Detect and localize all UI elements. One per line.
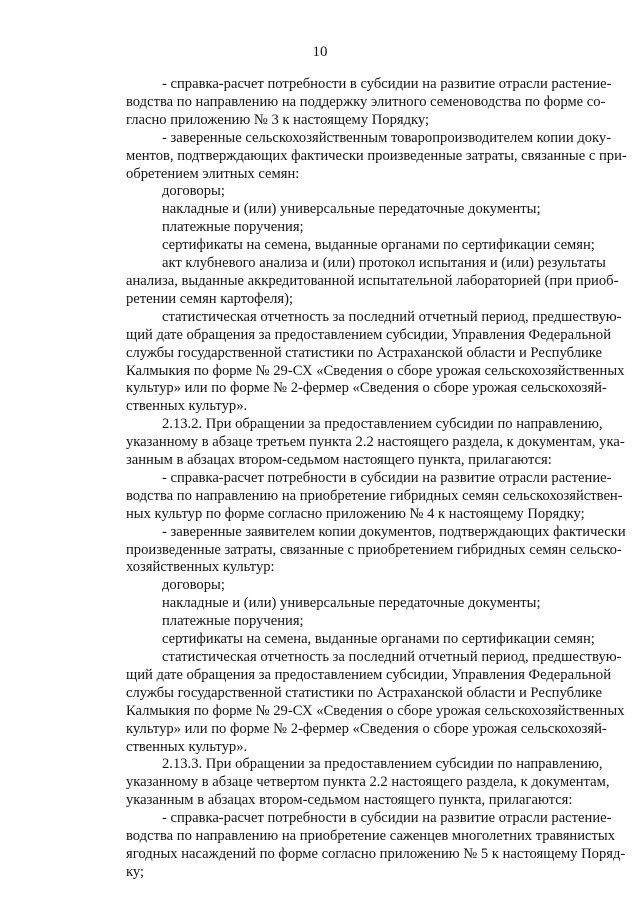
text-line: указанному в абзаце четвертом пункта 2.2 настоящего раздела, к документам, (126, 774, 610, 791)
text-line: статистическая отчетность за последний отчетный период, предшествую- (162, 649, 622, 665)
document-body (126, 76, 627, 882)
page-number: 10 (312, 44, 328, 60)
text-line: статистическая отчетность за последний отчетный период, предшествую- (162, 308, 622, 325)
text-line: сертификаты на семена, выданные органами по сертификации семян; (162, 631, 595, 648)
text-line: 2.13.3. При обращении за предоставлением субсидии по направлению, (162, 756, 603, 773)
text-line: договоры; (162, 183, 225, 200)
text-line: - справка-расчет потребности в субсидии на развитие отрасли растение- (162, 469, 612, 486)
text-line: ягодных насаждений по форме согласно приложению № 5 к настоящему Поряд- (126, 845, 626, 862)
text-line: указанному в абзаце третьем пункта 2.2 настоящего раздела, к документам, ука- (126, 434, 625, 451)
text-line: гласно приложению № 3 к настоящему Порядку; (126, 111, 430, 128)
text-line: - справка-расчет потребности в субсидии на развитие отрасли растение- (162, 76, 612, 92)
text-line: службы государственной статистики по Астраханской области и Республике (126, 684, 602, 701)
text-line: культур» или по форме № 2-фермер «Сведения о сборе урожая сельскохозяй- (126, 380, 607, 397)
text-line: сертификаты на семена, выданные органами по сертификации семян; (162, 237, 595, 254)
text-line: указанным в абзацах втором-седьмом настоящего пункта, прилагаются: (126, 792, 573, 809)
text-line: ментов, подтверждающих фактически произведенные затраты, связанные с при- (126, 147, 627, 164)
text-line: акт клубневого анализа и (или) протокол испытания и (или) результаты (162, 255, 606, 272)
text-line: анализа, выданные аккредитованной испытательной лабораторией (при приоб- (126, 272, 619, 289)
text-line: накладные и (или) универсальные передаточные документы; (162, 201, 541, 218)
text-line: ных культур по форме согласно приложению № 4 к настоящему Порядку; (126, 505, 585, 522)
text-line: - заверенные заявителем копии документов, подтверждающих фактически (162, 523, 626, 540)
text-line: - справка-расчет потребности в субсидии на развитие отрасли растение- (162, 810, 612, 827)
text-line: водства по направлению на приобретение гибридных семян сельскохозяйствен- (126, 487, 623, 504)
text-line: накладные и (или) универсальные передаточные документы; (162, 595, 541, 612)
text-line: водства по направлению на приобретение саженцев многолетних травянистых (126, 828, 616, 845)
text-line: щий дате обращения за предоставлением субсидии, Управления Федеральной (126, 326, 612, 343)
text-line: Калмыкия по форме № 29-СХ «Сведения о сборе урожая сельскохозяйственных (126, 362, 625, 379)
text-line: платежные поручения; (162, 613, 304, 630)
text-line: хозяйственных культур: (126, 559, 275, 576)
text-line: 2.13.2. При обращении за предоставлением субсидии по направлению, (162, 416, 603, 433)
text-line: занным в абзацах втором-седьмом настоящего пункта, прилагаются: (126, 452, 552, 469)
text-line: ственных культур». (126, 738, 248, 755)
text-line: - заверенные сельскохозяйственным товаропроизводителем копии доку- (162, 129, 612, 146)
text-line: службы государственной статистики по Астраханской области и Республике (126, 344, 602, 361)
text-line: культур» или по форме № 2-фермер «Сведения о сборе урожая сельскохозяй- (126, 720, 607, 737)
text-line: договоры; (162, 577, 225, 594)
text-line: водства по направлению на поддержку элитного семеноводства по форме со- (126, 93, 606, 110)
text-line: щий дате обращения за предоставлением субсидии, Управления Федеральной (126, 666, 612, 683)
text-line: произведенные затраты, связанные с приобретением гибридных семян сельско- (126, 541, 622, 558)
text-line: ретении семян картофеля); (126, 290, 294, 307)
text-line: ку; (126, 863, 145, 880)
text-line: Калмыкия по форме № 29-СХ «Сведения о сборе урожая сельскохозяйственных (126, 702, 625, 719)
text-line: ственных культур». (126, 398, 248, 415)
text-line: платежные поручения; (162, 219, 304, 236)
text-line: обретением элитных семян: (126, 165, 300, 182)
